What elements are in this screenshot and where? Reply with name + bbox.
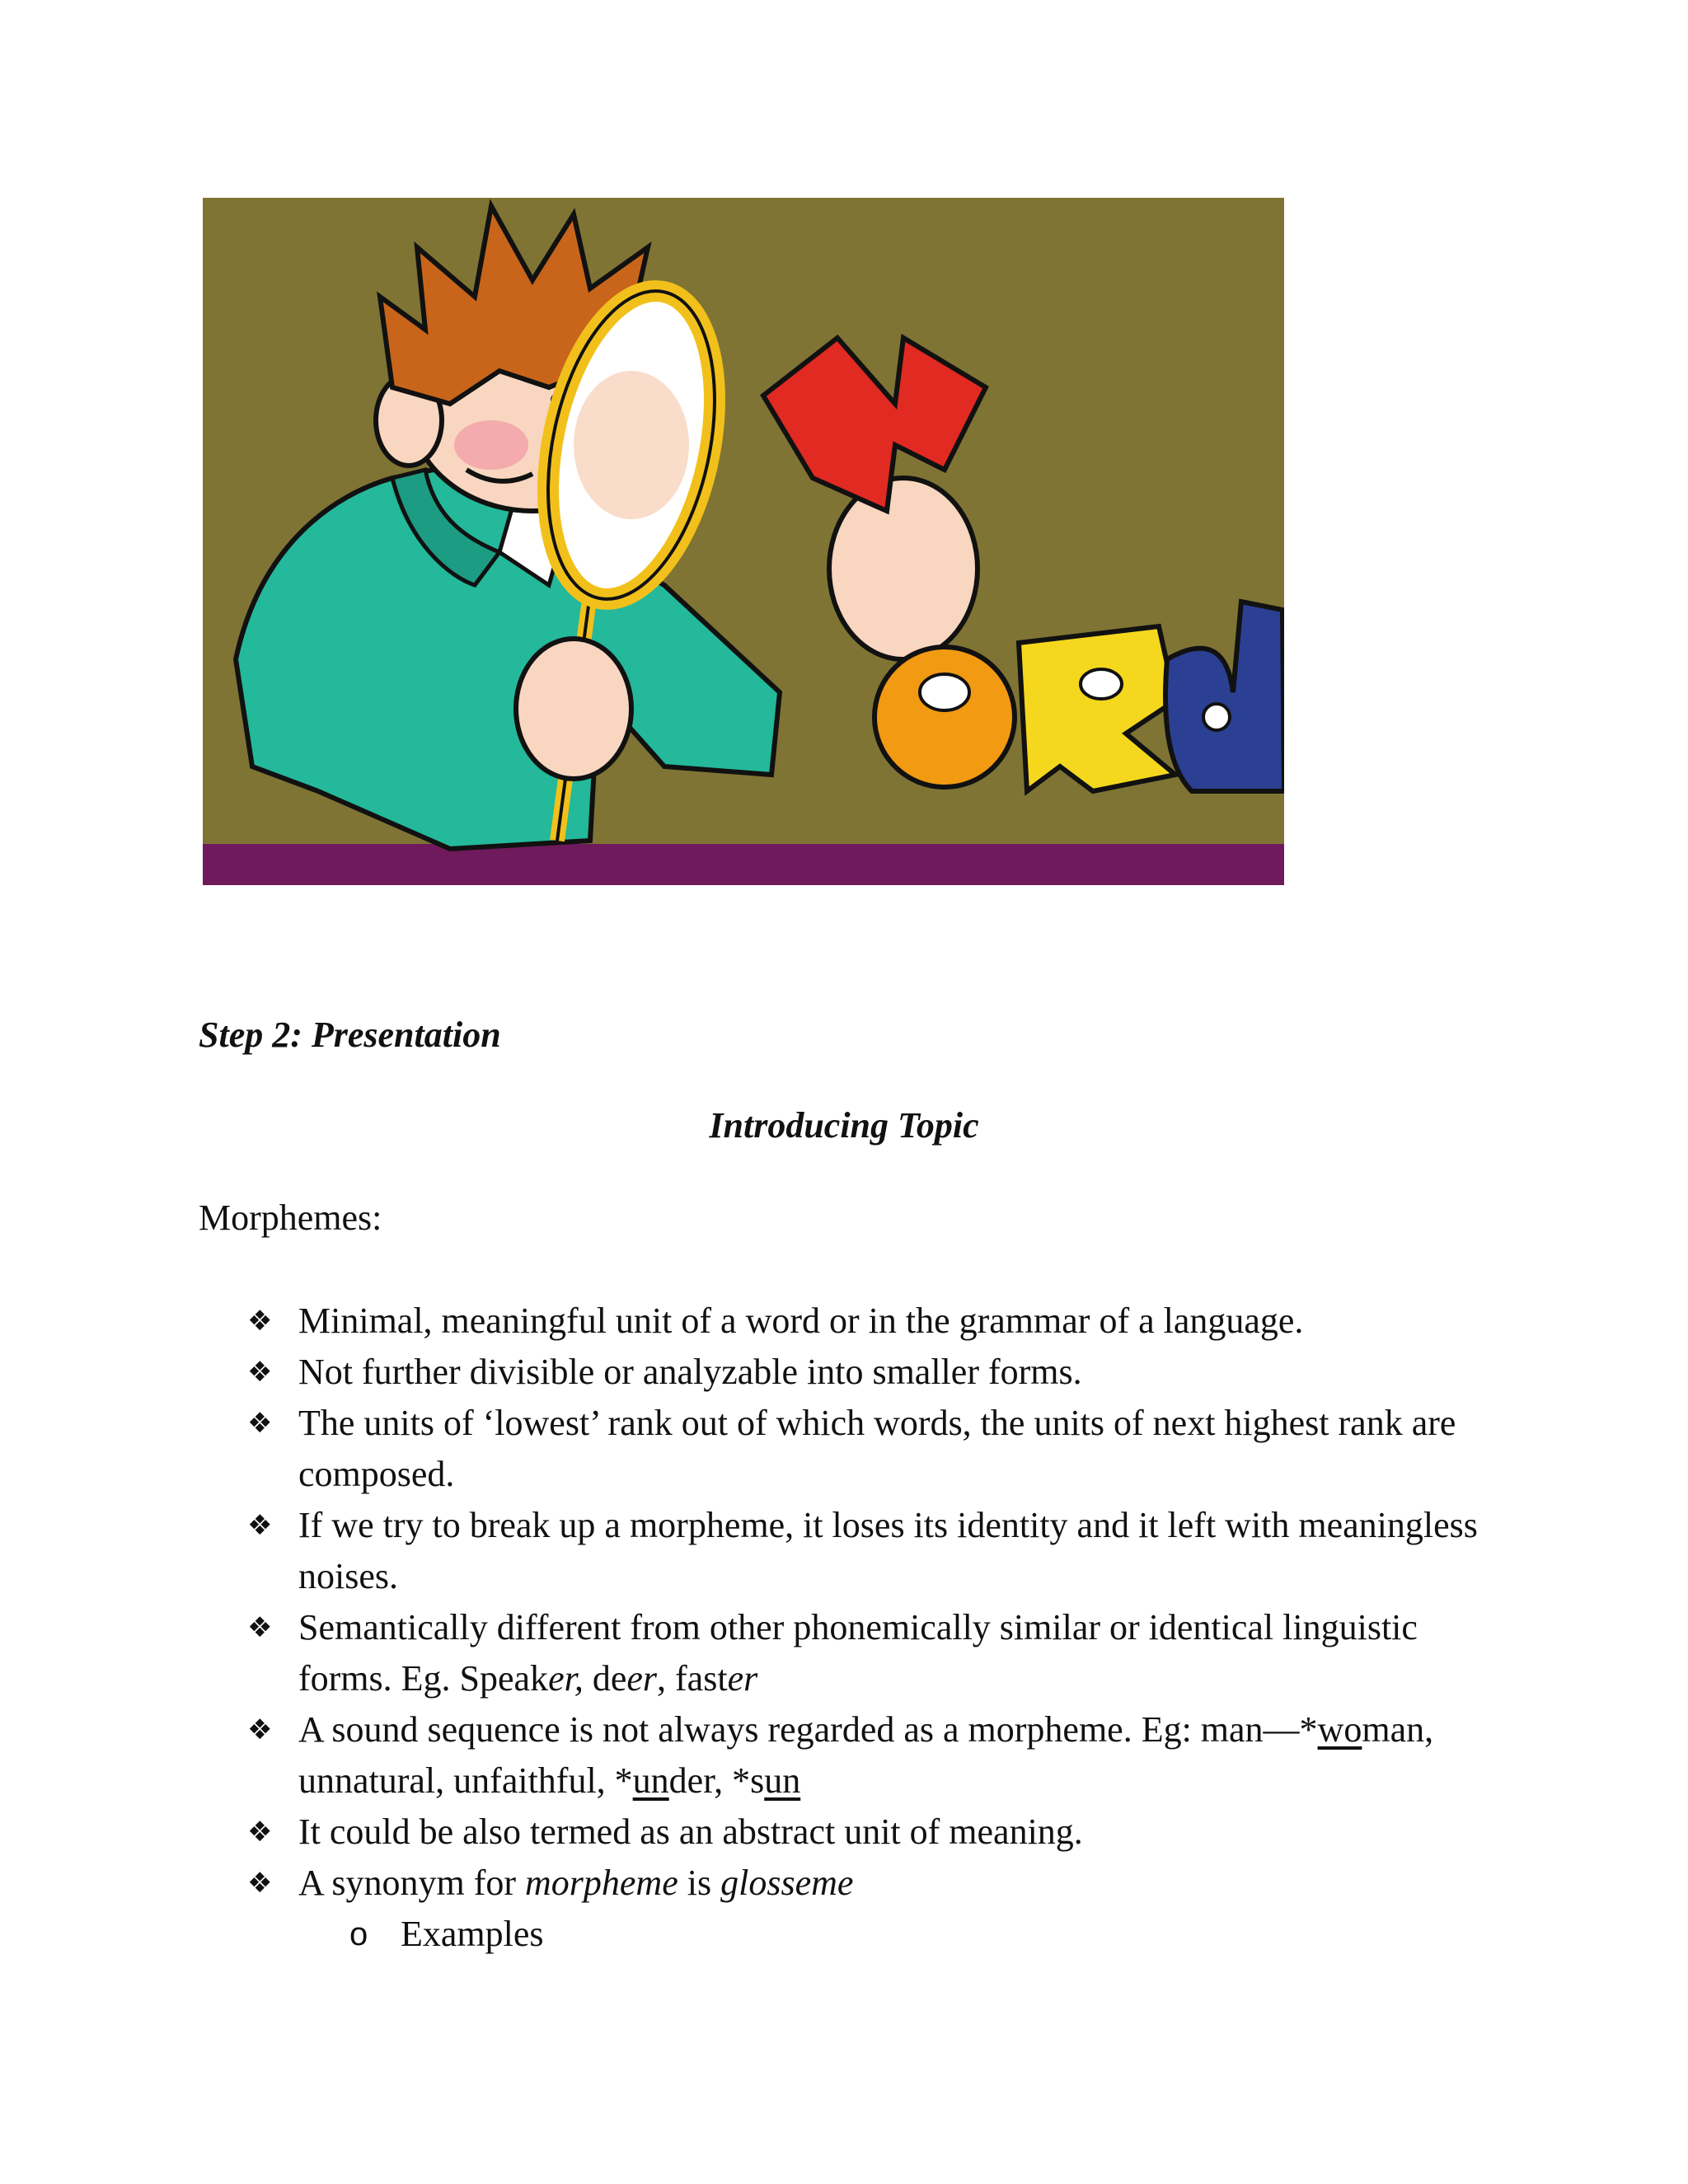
diamond-bullet-icon: ❖ (247, 1509, 273, 1542)
list-item (247, 1602, 1484, 1704)
word-illustration (203, 198, 1284, 885)
bullet-text (298, 1607, 1418, 1699)
diamond-bullet-icon: ❖ (247, 1867, 273, 1900)
underlined-part: un (764, 1760, 801, 1801)
bullet-text (298, 1709, 1433, 1801)
sub-list-item (349, 1909, 1484, 1960)
sub-list (298, 1909, 1484, 1960)
italic-term: glosseme (720, 1863, 854, 1903)
bullet-text-part: der, *s (668, 1760, 765, 1801)
list-item (247, 1704, 1484, 1807)
list-item (247, 1296, 1484, 1347)
italic-suffix: er (626, 1658, 658, 1699)
diamond-bullet-icon: ❖ (247, 1356, 273, 1389)
section-label: Morphemes: (199, 1197, 382, 1238)
bullet-text: It could be also termed as an abstract unit of meaning. (298, 1811, 1083, 1852)
underlined-part: un (632, 1760, 669, 1801)
bullet-text: If we try to break up a morpheme, it loses its identity and it left with meaningless noises. (298, 1505, 1478, 1596)
italic-term: morpheme (525, 1863, 678, 1903)
bullet-text-part: A synonym for (298, 1863, 525, 1903)
italic-suffix: er (727, 1658, 758, 1699)
diamond-bullet-icon: ❖ (247, 1305, 273, 1338)
boy-with-magnifying-glass-icon (203, 198, 1284, 885)
bullet-text: Minimal, meaningful unit of a word or in the grammar of a language. (298, 1301, 1304, 1341)
diamond-bullet-icon: ❖ (247, 1611, 273, 1644)
italic-suffix: er, (548, 1658, 584, 1699)
diamond-bullet-icon: ❖ (247, 1713, 273, 1746)
bullet-text: Not further divisible or analyzable into smaller forms. (298, 1352, 1082, 1392)
diamond-bullet-icon: ❖ (247, 1407, 273, 1440)
diamond-bullet-icon: ❖ (247, 1816, 273, 1849)
list-item (247, 1347, 1484, 1398)
step-heading: Step 2: Presentation (199, 1015, 501, 1055)
list-item (247, 1398, 1484, 1500)
bullet-text-part: man, unnatural, unfaithful, * (298, 1709, 1434, 1801)
bullet-text-part: de (583, 1658, 627, 1699)
list-item (247, 1858, 1484, 1960)
topic-heading: Introducing Topic (709, 1105, 979, 1146)
bullet-text: The units of ‘lowest’ rank out of which words, the units of next highest rank are composed. (298, 1403, 1456, 1494)
bullet-text-part: A sound sequence is not always regarded as a morpheme. Eg: man—* (298, 1709, 1318, 1750)
bullet-text-part: , fast (657, 1658, 728, 1699)
underlined-part: wo (1317, 1709, 1362, 1750)
bullet-text-part: is (678, 1863, 721, 1903)
circle-bullet-icon: o (349, 1916, 368, 1952)
list-item (247, 1500, 1484, 1602)
bullet-text (298, 1863, 853, 1903)
list-item (247, 1807, 1484, 1858)
morpheme-bullet-list (247, 1296, 1484, 1960)
bullet-text-part: Semantically different from other phonemically similar or identical linguistic forms. Eg. Speak (298, 1607, 1418, 1699)
sub-item-text: Examples (401, 1914, 544, 1954)
